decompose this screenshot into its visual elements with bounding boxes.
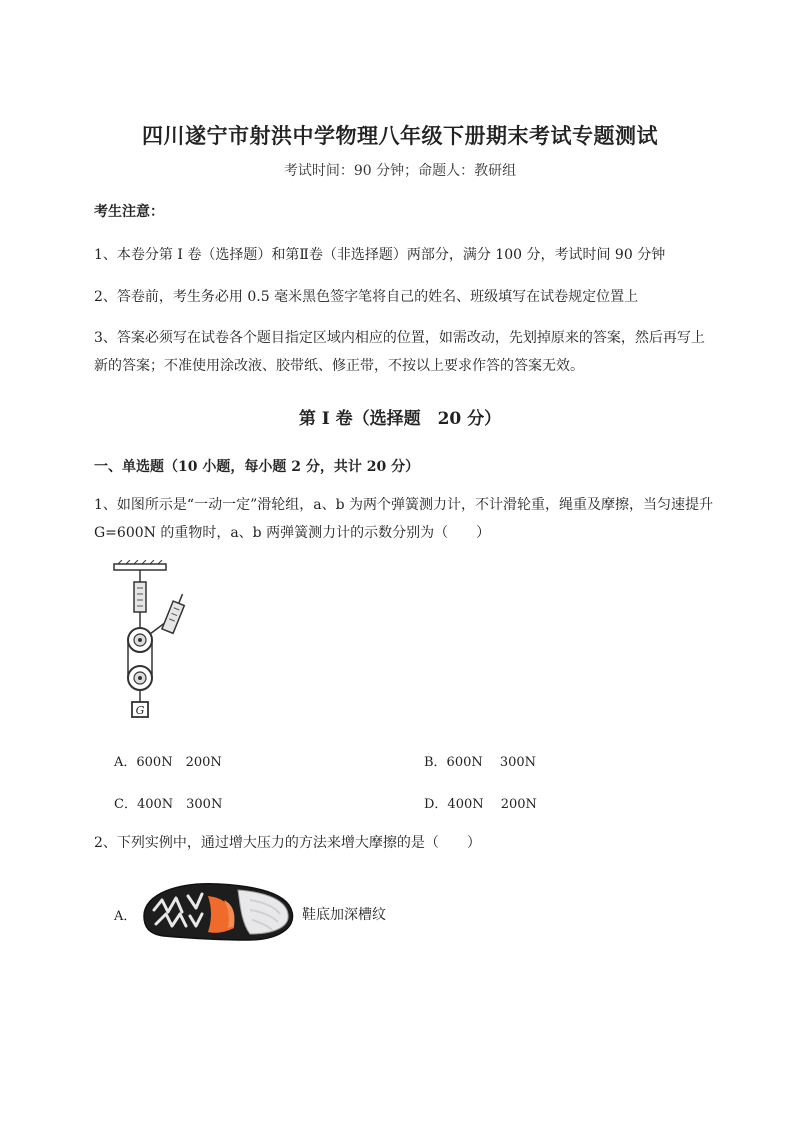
notice-item-3: 3、答案必须写在试卷各个题目指定区域内相应的位置，如需改动，先划掉原来的答案，然后再写上新的答案；不准使用涂改液、胶带纸、修正带，不按以上要求作答的答案无效。 — [94, 330, 705, 374]
notice-heading: 考生注意： — [94, 204, 164, 220]
notice-item-1: 1、本卷分第 I 卷（选择题）和第Ⅱ卷（非选择题）两部分，满分 100 分，考试时间 90 分钟 — [94, 247, 666, 263]
part-title: 一、单选题（10 小题，每小题 2 分，共计 20 分） — [94, 459, 420, 475]
shoe-sole-icon — [138, 876, 298, 946]
q2-option-a-letter[interactable]: A． — [114, 909, 137, 924]
page-title: 四川遂宁市射洪中学物理八年级下册期末考试专题测试 — [142, 123, 658, 148]
pulley-diagram — [108, 560, 198, 722]
weight-icon — [132, 690, 148, 717]
ceiling-icon — [114, 560, 166, 570]
exam-info: 考试时间：90 分钟；命题人：教研组 — [283, 163, 517, 179]
spring-scale-a-icon — [134, 570, 146, 628]
notice-item-2: 2、答卷前，考生务必用 0.5 毫米黑色签字笔将自己的姓名、班级填写在试卷规定位置上 — [94, 289, 639, 305]
q1-option-a[interactable]: A．600N 200N — [114, 755, 222, 770]
section-title: 第 I 卷（选择题 20 分） — [298, 409, 502, 429]
question-2-stem: 2、下列实例中，通过增大压力的方法来增大摩擦的是（ ） — [94, 835, 481, 851]
q1-option-d[interactable]: D．400N 200N — [424, 797, 537, 812]
q1-option-b[interactable]: B．600N 300N — [424, 755, 537, 770]
question-1-stem: 1、如图所示是“一动一定”滑轮组，a、b 为两个弹簧测力计，不计滑轮重，绳重及摩擦，当匀速提升 G=600N 的重物时，a、b 两弹簧测力计的示数分别为（ ） — [94, 497, 713, 541]
spring-scale-b-icon — [162, 592, 188, 634]
movable-pulley-icon — [128, 666, 152, 690]
fixed-pulley-icon — [128, 628, 152, 652]
q1-option-c[interactable]: C．400N 300N — [114, 797, 223, 812]
q2-option-a-text: 鞋底加深槽纹 — [302, 907, 386, 923]
weight-label: G — [135, 704, 145, 717]
